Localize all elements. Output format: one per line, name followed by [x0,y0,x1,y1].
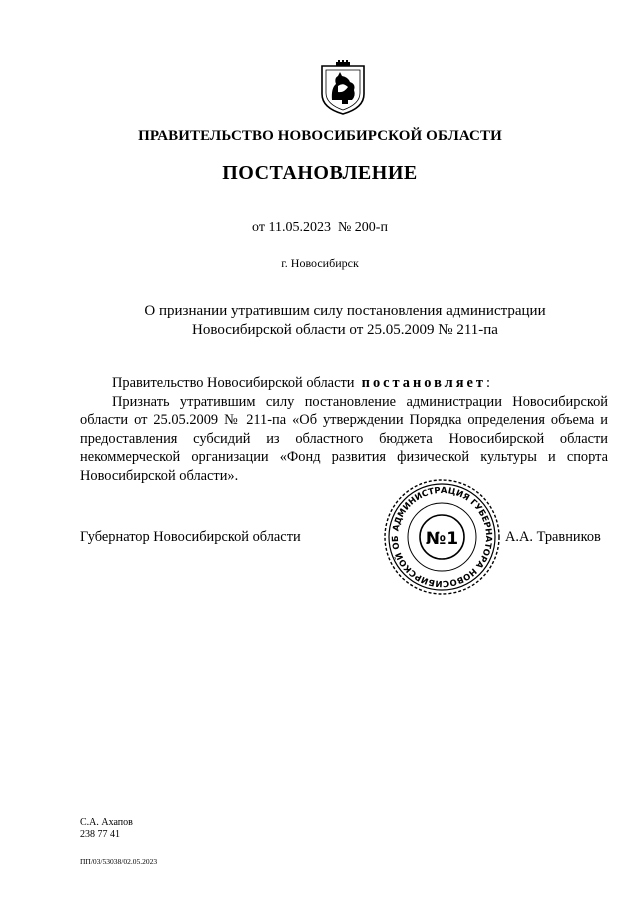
government-name: ПРАВИТЕЛЬСТВО НОВОСИБИРСКОЙ ОБЛАСТИ [138,128,502,144]
intro-prefix: Правительство Новосибирской области [112,375,355,391]
signatory-name: А.А. Травников [505,529,601,545]
document-registration-id: ПП/03/53038/02.05.2023 [80,857,158,866]
official-seal-stamp [383,478,501,596]
executor-name: С.А. Ахапов [80,817,133,828]
executor-info [80,817,133,841]
intro-suffix: : [486,375,490,391]
document-subject [100,302,590,340]
intro-paragraph [80,374,608,393]
intro-decree-word: постановляет [361,375,486,391]
coat-of-arms-icon [318,60,368,116]
document-city: г. Новосибирск [281,256,359,270]
document-date-number: от 11.05.2023 № 200-п [252,220,388,235]
signatory-position: Губернатор Новосибирской области [80,529,301,545]
subject-line-2: Новосибирской области от 25.05.2009 № 211-па [192,322,498,338]
seal-number: №1 [425,529,459,549]
document-type-title: ПОСТАНОВЛЕНИЕ [222,162,418,184]
svg-text:АДМИНИСТРАЦИЯ ГУБЕРНАТОРА НОВО: АДМИНИСТРАЦИЯ ГУБЕРНАТОРА НОВОСИБИРСКОЙ ОБ [390,485,494,589]
main-paragraph: Признать утратившим силу постановление администрации Новосибирской области от 25.05.2009 № 211-па «Об утверждении Порядка определения объема и предоставления субсидий из областного бюджета Новосибирской области некоммерческой организации «Фонд развития физической культуры и спорта Новосибирской области». [80,393,616,484]
subject-line-1: О признании утратившим силу постановления администрации [144,303,546,319]
executor-phone: 238 77 41 [80,829,120,840]
document-body [80,374,616,485]
